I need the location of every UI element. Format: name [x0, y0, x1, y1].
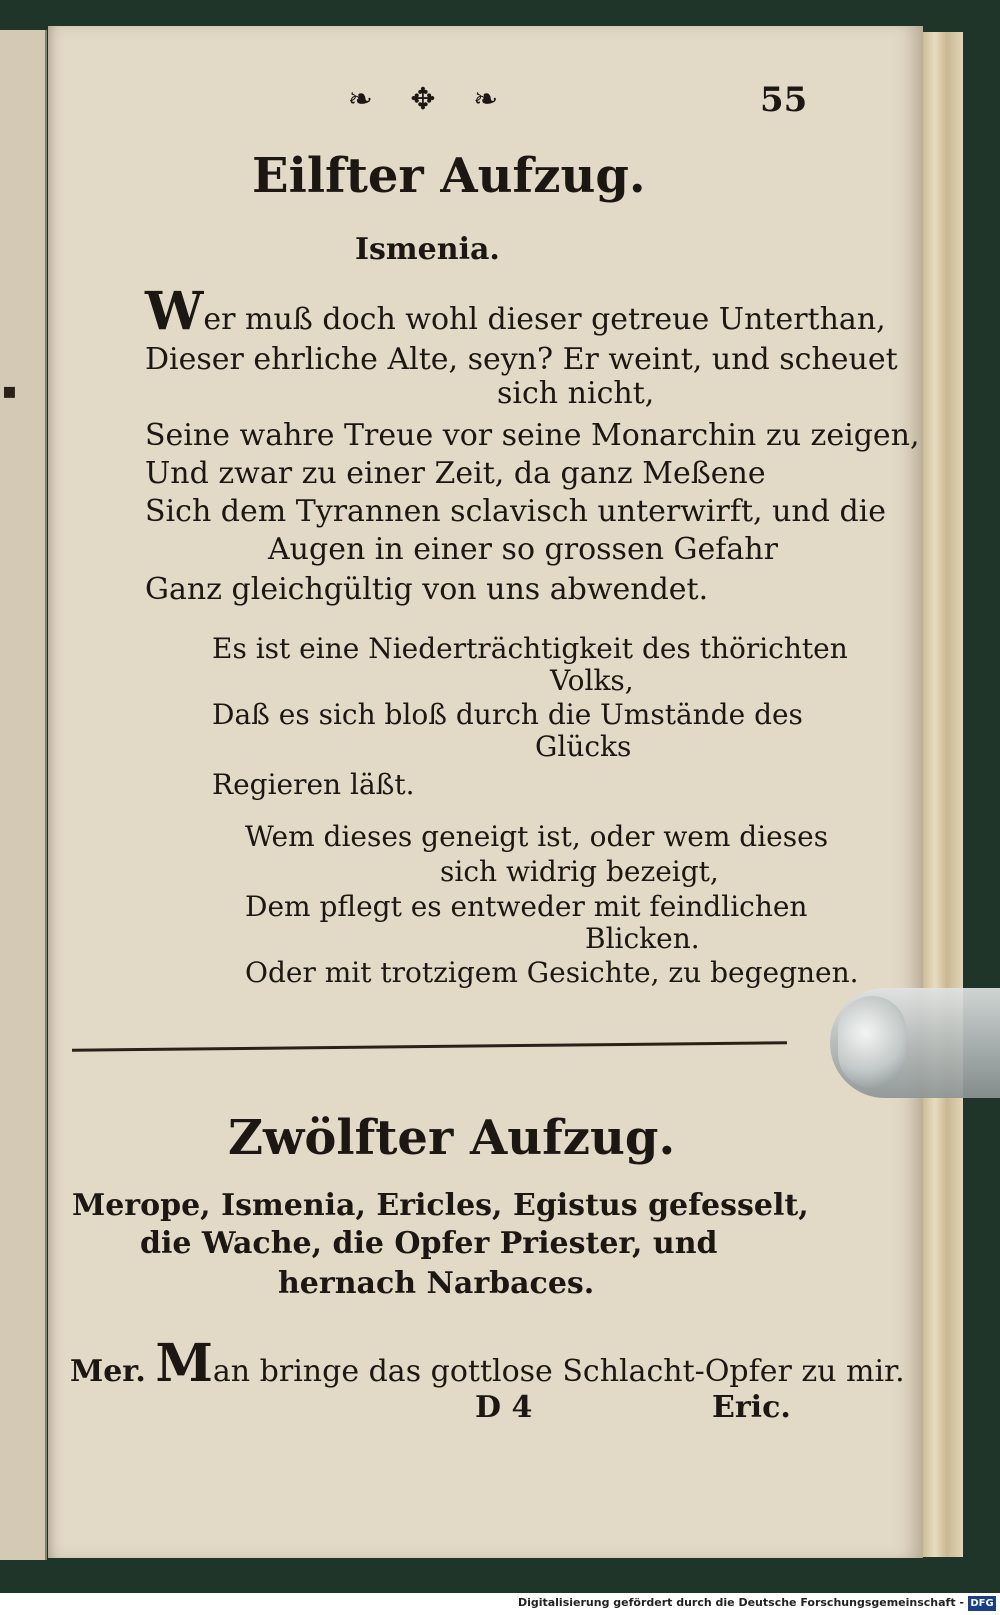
facing-page-edge — [0, 30, 47, 1560]
initial-letter: M — [155, 1333, 213, 1394]
margin-mark: ▪ — [2, 378, 17, 404]
verse-line: Volks, — [550, 664, 634, 697]
initial-letter: W — [145, 281, 204, 342]
verse-line: Es ist eine Niederträchtigkeit des thörichten — [212, 632, 848, 665]
speaker-prefix: Mer. — [70, 1354, 146, 1389]
text-line: Ganz gleichgültig von uns abwendet. — [145, 572, 709, 607]
text-line: Sich dem Tyrannen sclavisch unterwirft, und die — [145, 494, 887, 529]
dfg-logo: DFG — [968, 1596, 996, 1611]
text-line: Dieser ehrliche Alte, seyn? Er weint, und scheuet — [145, 342, 898, 377]
verse-line: Oder mit trotzigem Gesichte, zu begegnen. — [245, 956, 859, 989]
cast-line: Merope, Ismenia, Ericles, Egistus gefesselt, — [72, 1188, 809, 1223]
scene-twelve-title: Zwölfter Aufzug. — [228, 1110, 676, 1166]
digitization-footer — [0, 1593, 1000, 1615]
cast-line: hernach Narbaces. — [278, 1266, 595, 1301]
header-ornament: ❧ ✥ ❧ — [347, 82, 513, 117]
page-clip-ring — [838, 996, 906, 1088]
cast-line: die Wache, die Opfer Priester, und — [140, 1226, 718, 1261]
text-line: Augen in einer so grossen Gefahr — [268, 532, 778, 567]
text-line: Seine wahre Treue vor seine Monarchin zu zeigen, — [145, 418, 920, 453]
verse-line: sich widrig bezeigt, — [440, 855, 719, 888]
verse-line: Daß es sich bloß durch die Umstände des — [212, 698, 803, 731]
text-line: Und zwar zu einer Zeit, da ganz Meßene — [145, 456, 766, 491]
verse-line: Dem pflegt es entweder mit feindlichen — [245, 890, 808, 923]
catchword: Eric. — [712, 1390, 791, 1425]
page-block-edge — [923, 32, 963, 1557]
footer-credit: Digitalisierung gefördert durch die Deutsche Forschungsgemeinschaft - — [517, 1596, 964, 1609]
verse-line: Glücks — [535, 730, 632, 763]
verse-line: Regieren läßt. — [212, 768, 415, 801]
speech-line: Mer. Man bringe das gottlose Schlacht-Opfer zu mir. — [70, 1333, 905, 1394]
text-line: sich nicht, — [497, 376, 655, 411]
verse-line: Wem dieses geneigt ist, oder wem dieses — [245, 820, 829, 853]
scene-eleven-title: Eilfter Aufzug. — [252, 148, 646, 204]
verse-line: Blicken. — [585, 922, 700, 955]
signature-mark: D 4 — [475, 1390, 533, 1425]
scene-eleven-speaker: Ismenia. — [355, 232, 500, 267]
text-line: Wer muß doch wohl dieser getreue Unterthan, — [145, 281, 886, 342]
page-number: 55 — [760, 80, 808, 120]
